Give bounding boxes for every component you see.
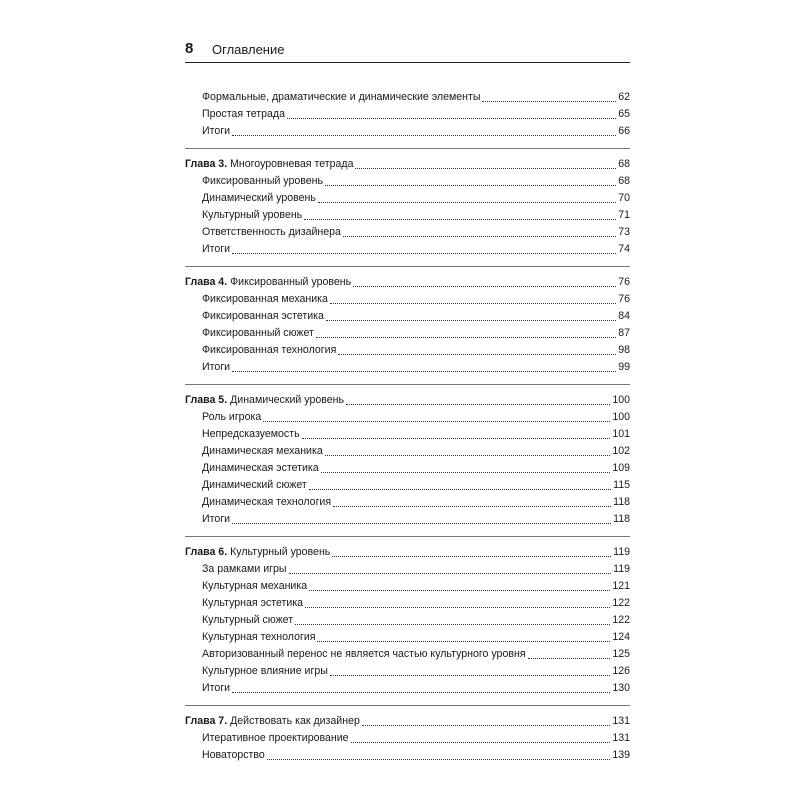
chapter-title	[185, 156, 353, 173]
page-ref: 109	[612, 462, 630, 474]
dot-leader	[232, 361, 616, 372]
section-title: Итоги	[202, 243, 231, 255]
page-ref: 122	[612, 614, 630, 626]
page-ref: 70	[618, 192, 630, 204]
page-ref: 76	[618, 293, 630, 305]
toc-section-entry[interactable]	[185, 207, 630, 224]
chapter-number: Глава 7.	[185, 715, 228, 727]
section-title: Фиксированная механика	[202, 293, 328, 305]
toc-section-entry[interactable]	[185, 680, 630, 697]
dot-leader	[528, 648, 611, 659]
chapter-title	[185, 713, 360, 730]
section-title: Фиксированная технология	[202, 344, 337, 356]
dot-leader	[362, 715, 610, 726]
page-ref: 119	[613, 563, 630, 575]
dot-leader	[332, 546, 611, 557]
chapter-name: Фиксированный уровень	[230, 276, 352, 288]
toc-section-entry[interactable]	[185, 494, 630, 511]
toc-section-entry[interactable]	[185, 460, 630, 477]
toc-section-entry[interactable]	[185, 663, 630, 680]
section-title: Культурная эстетика	[202, 597, 304, 609]
page-ref: 98	[618, 344, 630, 356]
page-ref: 126	[612, 665, 630, 677]
chapter-title	[185, 274, 351, 291]
page-ref: 65	[618, 108, 630, 120]
toc-chapter-entry[interactable]	[185, 392, 630, 409]
chapter-title	[185, 392, 344, 409]
toc-section-entry[interactable]	[185, 409, 630, 426]
dot-leader	[289, 563, 612, 574]
section-title: Формальные, драматические и динамические элементы	[202, 91, 481, 103]
section-title: Фиксированная эстетика	[202, 310, 324, 322]
chapter-number: Глава 5.	[185, 394, 228, 406]
toc-section-entry[interactable]	[185, 477, 630, 494]
dot-leader	[343, 226, 616, 237]
section-title: Итеративное проектирование	[202, 732, 349, 744]
toc-section-entry[interactable]	[185, 747, 630, 764]
toc-section-entry[interactable]	[185, 106, 630, 123]
toc-section-entry[interactable]	[185, 629, 630, 646]
toc-section-entry[interactable]	[185, 89, 630, 106]
chapter-name: Многоуровневая тетрада	[230, 158, 354, 170]
table-of-contents	[185, 89, 630, 764]
page-ref: 99	[618, 361, 630, 373]
page-ref: 118	[613, 513, 630, 525]
dot-leader	[317, 631, 610, 642]
toc-section-entry[interactable]	[185, 612, 630, 629]
section-title: Ответственность дизайнера	[202, 226, 341, 238]
dot-leader	[302, 428, 611, 439]
page-ref: 76	[618, 276, 630, 288]
toc-section-entry[interactable]	[185, 123, 630, 140]
toc-section-entry[interactable]	[185, 359, 630, 376]
page-ref: 121	[612, 580, 630, 592]
page-ref: 68	[618, 158, 630, 170]
chapter-title	[185, 544, 330, 561]
section-title: Динамический сюжет	[202, 479, 307, 491]
section-title: Роль игрока	[202, 411, 262, 423]
running-title: Оглавление	[212, 42, 285, 57]
chapter-name: Динамический уровень	[230, 394, 344, 406]
chapter-name: Действовать как дизайнер	[230, 715, 360, 727]
section-gap	[185, 140, 630, 148]
section-gap	[185, 528, 630, 536]
dot-leader	[325, 445, 611, 456]
page-ref: 68	[618, 175, 630, 187]
chapter-number: Глава 4.	[185, 276, 228, 288]
toc-chapter-entry[interactable]	[185, 713, 630, 730]
chapter-number: Глава 6.	[185, 546, 228, 558]
section-title: Динамическая эстетика	[202, 462, 319, 474]
dot-leader	[321, 462, 611, 473]
dot-leader	[232, 125, 616, 136]
section-title: Культурная механика	[202, 580, 308, 592]
chapter-divider	[185, 705, 630, 706]
dot-leader	[309, 479, 611, 490]
toc-section-entry[interactable]	[185, 173, 630, 190]
dot-leader	[355, 158, 616, 169]
dot-leader	[232, 682, 610, 693]
section-title: Динамическая механика	[202, 445, 323, 457]
page-ref: 100	[612, 411, 630, 423]
section-gap	[185, 376, 630, 384]
toc-section-entry[interactable]	[185, 308, 630, 325]
section-title: Культурный уровень	[202, 209, 303, 221]
section-title: Культурная технология	[202, 631, 316, 643]
toc-section-entry[interactable]	[185, 511, 630, 528]
page-ref: 118	[613, 496, 630, 508]
section-gap	[185, 258, 630, 266]
section-title: Фиксированный уровень	[202, 175, 324, 187]
toc-chapter-entry[interactable]	[185, 544, 630, 561]
toc-chapter-entry[interactable]	[185, 274, 630, 291]
page-ref: 122	[612, 597, 630, 609]
chapter-divider	[185, 384, 630, 385]
toc-section-entry[interactable]	[185, 325, 630, 342]
dot-leader	[232, 513, 611, 524]
toc-section-entry[interactable]	[185, 342, 630, 359]
section-title: Новаторство	[202, 749, 265, 761]
section-title: Итоги	[202, 125, 231, 137]
section-title: Итоги	[202, 361, 231, 373]
dot-leader	[309, 580, 610, 591]
page-ref: 131	[612, 715, 630, 727]
dot-leader	[318, 192, 616, 203]
toc-section-entry[interactable]	[185, 224, 630, 241]
section-title: Итоги	[202, 682, 231, 694]
dot-leader	[287, 108, 616, 119]
chapter-divider	[185, 536, 630, 537]
page-ref: 73	[618, 226, 630, 238]
section-gap	[185, 697, 630, 705]
page-ref: 100	[612, 394, 630, 406]
dot-leader	[353, 276, 616, 287]
section-title: За рамками игры	[202, 563, 287, 575]
page-ref: 131	[612, 732, 630, 744]
section-title: Непредсказуемость	[202, 428, 300, 440]
toc-chapter-entry[interactable]	[185, 156, 630, 173]
dot-leader	[333, 496, 611, 507]
section-title: Динамическая технология	[202, 496, 332, 508]
toc-section-entry[interactable]	[185, 291, 630, 308]
page-ref: 66	[618, 125, 630, 137]
dot-leader	[325, 175, 616, 186]
page-ref: 124	[612, 631, 630, 643]
page-ref: 74	[618, 243, 630, 255]
dot-leader	[263, 411, 610, 422]
chapter-name: Культурный уровень	[230, 546, 331, 558]
page-ref: 87	[618, 327, 630, 339]
dot-leader	[295, 614, 610, 625]
section-title: Итоги	[202, 513, 231, 525]
page-ref: 101	[612, 428, 630, 440]
toc-section-entry[interactable]	[185, 595, 630, 612]
dot-leader	[316, 327, 616, 338]
section-title: Культурное влияние игры	[202, 665, 328, 677]
dot-leader	[304, 209, 616, 220]
chapter-divider	[185, 148, 630, 149]
section-title: Авторизованный перенос не является частью культурного уровня	[202, 648, 526, 660]
toc-section-entry[interactable]	[185, 241, 630, 258]
dot-leader	[346, 394, 610, 405]
page-ref: 84	[618, 310, 630, 322]
chapter-divider	[185, 266, 630, 267]
dot-leader	[351, 732, 611, 743]
toc-section-entry[interactable]	[185, 578, 630, 595]
chapter-number: Глава 3.	[185, 158, 228, 170]
section-title: Культурный сюжет	[202, 614, 294, 626]
page-ref: 71	[618, 209, 630, 221]
dot-leader	[326, 310, 616, 321]
page-ref: 102	[612, 445, 630, 457]
section-title: Фиксированный сюжет	[202, 327, 314, 339]
dot-leader	[267, 749, 611, 760]
toc-section-entry[interactable]	[185, 426, 630, 443]
dot-leader	[338, 344, 616, 355]
page-ref: 119	[613, 546, 630, 558]
page-header	[185, 40, 630, 63]
toc-section-entry[interactable]	[185, 190, 630, 207]
toc-section-entry[interactable]	[185, 561, 630, 578]
dot-leader	[305, 597, 610, 608]
toc-section-entry[interactable]	[185, 443, 630, 460]
toc-section-entry[interactable]	[185, 646, 630, 663]
page-ref: 115	[613, 479, 630, 491]
section-title: Динамический уровень	[202, 192, 316, 204]
toc-section-entry[interactable]	[185, 730, 630, 747]
section-title: Простая тетрада	[202, 108, 285, 120]
page-ref: 139	[612, 749, 630, 761]
dot-leader	[330, 665, 610, 676]
page-ref: 62	[618, 91, 630, 103]
page-ref: 130	[612, 682, 630, 694]
dot-leader	[330, 293, 616, 304]
dot-leader	[482, 91, 616, 102]
page-ref: 125	[612, 648, 630, 660]
dot-leader	[232, 243, 616, 254]
page-number: 8	[185, 40, 194, 57]
